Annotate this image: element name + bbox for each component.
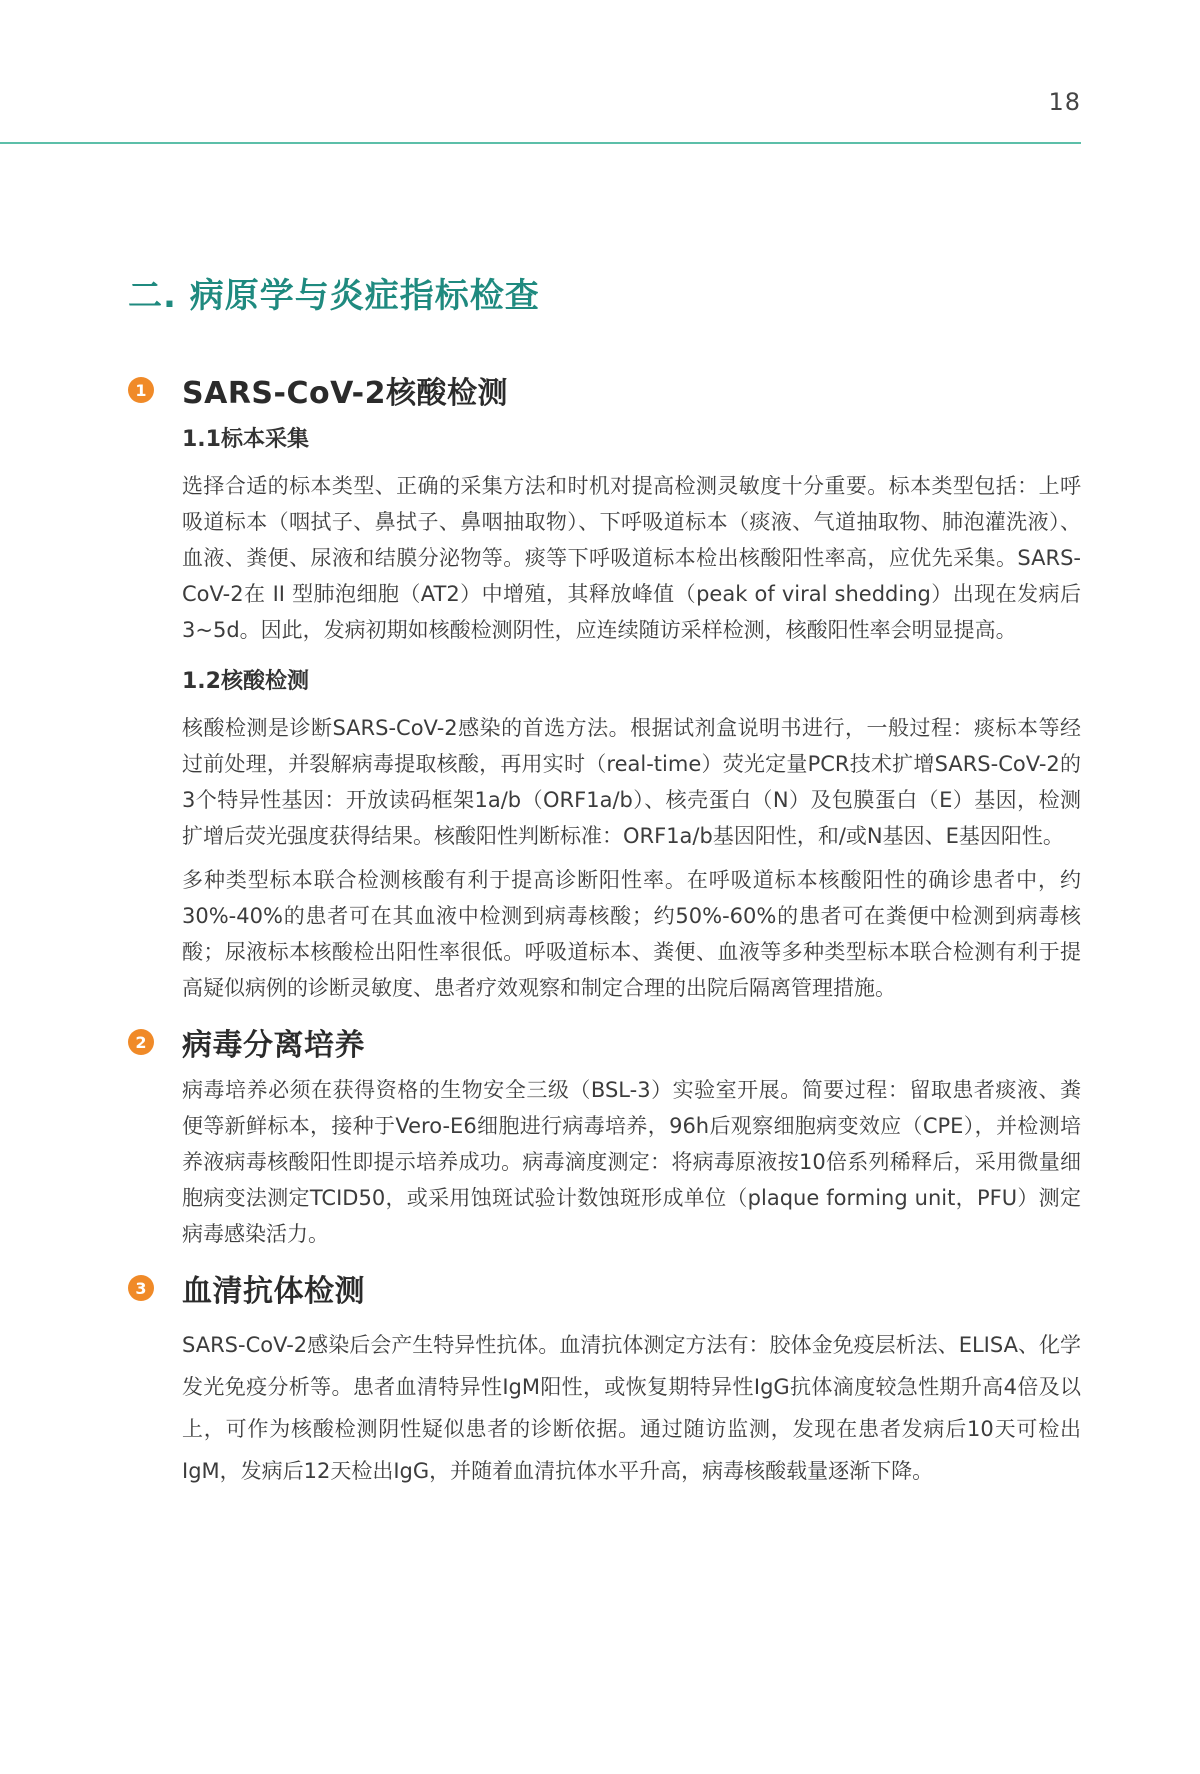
minor-title-nucleic-detection: 1.2核酸检测: [182, 669, 309, 694]
number-badge: 2: [128, 1029, 154, 1055]
subsection-header: [128, 1020, 1081, 1064]
subsection-header: [128, 368, 1081, 412]
paragraph: SARS-CoV-2感染后会产生特异性抗体。血清抗体测定方法有：胶体金免疫层析法、ELISA、化学发光免疫分析等。患者血清特异性IgM阳性，或恢复期特异性IgG抗体滴度较急性期升高4倍及以上，可作为核酸检测阴性疑似患者的诊断依据。通过随访监测，发现在患者发病后10天可检出IgM，发病后12天检出IgG，并随着血清抗体水平升高，病毒核酸载量逐渐下降。: [182, 1333, 1081, 1483]
subsection-title: 病毒分离培养: [182, 1028, 365, 1063]
paragraph: 多种类型标本联合检测核酸有利于提高诊断阳性率。在呼吸道标本核酸阳性的确诊患者中，约30%-40%的患者可在其血液中检测到病毒核酸；约50%-60%的患者可在粪便中检测到病毒核酸；尿液标本核酸检出阳性率很低。呼吸道标本、粪便、血液等多种类型标本联合检测有利于提高疑似病例的诊断灵敏度、患者疗效观察和制定合理的出院后隔离管理措施。: [182, 868, 1081, 1000]
subsection-body: [182, 412, 1081, 1006]
subsection-serum-antibody: [128, 1266, 1081, 1492]
subsection-nucleic-acid-test: [128, 368, 1081, 1006]
paragraph: 病毒培养必须在获得资格的生物安全三级（BSL-3）实验室开展。简要过程：留取患者痰液、粪便等新鲜标本，接种于Vero-E6细胞进行病毒培养，96h后观察细胞病变效应（CPE），并检测培养液病毒核酸阳性即提示培养成功。病毒滴度测定：将病毒原液按10倍系列稀释后，采用微量细胞病变法测定TCID50，或采用蚀斑试验计数蚀斑形成单位（plaque forming unit，PFU）测定病毒感染活力。: [182, 1078, 1081, 1246]
header-rule: [0, 142, 1081, 144]
subsection-body: [182, 1310, 1081, 1492]
section-title: 二. 病原学与炎症指标检查: [128, 276, 540, 316]
subsection-title: SARS-CoV-2核酸检测: [182, 376, 508, 411]
paragraph: 选择合适的标本类型、正确的采集方法和时机对提高检测灵敏度十分重要。标本类型包括：上呼吸道标本（咽拭子、鼻拭子、鼻咽抽取物）、下呼吸道标本（痰液、气道抽取物、肺泡灌洗液）、血液、粪便、尿液和结膜分泌物等。痰等下呼吸道标本检出核酸阳性率高，应优先采集。SARS-CoV-2在 II 型肺泡细胞（AT2）中增殖，其释放峰值（peak of viral shedding）出现在发病后3~5d。因此，发病初期如核酸检测阴性，应连续随访采样检测，核酸阳性率会明显提高。: [182, 474, 1081, 642]
subsection-body: [182, 1064, 1081, 1252]
subsection-virus-culture: [128, 1020, 1081, 1252]
page-number: 18: [1048, 88, 1081, 116]
main-content: [128, 368, 1081, 1492]
number-badge: 3: [128, 1275, 154, 1301]
subsection-title: 血清抗体检测: [182, 1274, 365, 1309]
minor-title-sample-collection: 1.1标本采集: [182, 427, 309, 452]
number-badge: 1: [128, 377, 154, 403]
subsection-header: [128, 1266, 1081, 1310]
paragraph: 核酸检测是诊断SARS-CoV-2感染的首选方法。根据试剂盒说明书进行，一般过程：痰标本等经过前处理，并裂解病毒提取核酸，再用实时（real-time）荧光定量PCR技术扩增SARS-CoV-2的3个特异性基因：开放读码框架1a/b（ORF1a/b）、核壳蛋白（N）及包膜蛋白（E）基因，检测扩增后荧光强度获得结果。核酸阳性判断标准：ORF1a/b基因阳性，和/或N基因、E基因阳性。: [182, 716, 1081, 848]
